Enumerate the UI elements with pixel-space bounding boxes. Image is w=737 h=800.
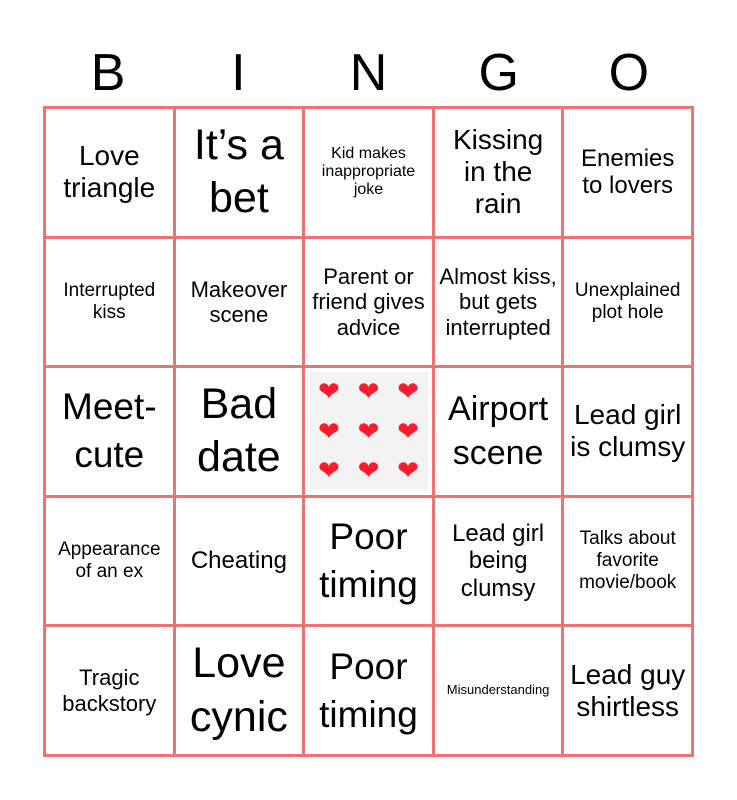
- bingo-cell[interactable]: [564, 627, 691, 754]
- cell-text: It’s a bet: [193, 120, 284, 223]
- header-letter-n: N: [349, 44, 388, 102]
- cell-text: Meet-cute: [62, 386, 157, 476]
- bingo-cell[interactable]: [46, 498, 173, 625]
- free-space-hearts: [309, 372, 428, 490]
- bingo-board: [43, 106, 694, 757]
- heart-icon: ❤: [357, 454, 380, 485]
- heart-icon: ❤: [318, 415, 340, 446]
- bingo-cell[interactable]: [46, 239, 173, 366]
- cell-text: Lead girl being clumsy: [452, 519, 545, 602]
- cell-text: Makeover scene: [190, 276, 288, 327]
- cell-text: Parent or friend gives advice: [312, 263, 425, 340]
- header-letter-i: I: [231, 44, 246, 102]
- bingo-cell[interactable]: [305, 239, 432, 366]
- cell-text: Interrupted kiss: [63, 280, 156, 323]
- heart-icon: ❤: [318, 376, 340, 407]
- heart-icon: ❤: [397, 415, 419, 446]
- free-space-cell[interactable]: [305, 368, 432, 495]
- bingo-cell[interactable]: [564, 368, 691, 495]
- cell-text: Lead girl is clumsy: [570, 399, 686, 463]
- heart-icon: ❤: [397, 376, 419, 407]
- cell-text: Kissing in the rain: [452, 124, 544, 220]
- bingo-cell[interactable]: [435, 627, 562, 754]
- cell-text: Love cynic: [189, 638, 288, 741]
- bingo-cell[interactable]: [564, 109, 691, 236]
- cell-text: Airport scene: [448, 390, 549, 473]
- heart-icon: ❤: [357, 415, 380, 446]
- bingo-cell[interactable]: [564, 239, 691, 366]
- bingo-cell[interactable]: [46, 627, 173, 754]
- cell-text: Appearance of an ex: [58, 539, 161, 583]
- heart-icon: ❤: [397, 454, 419, 485]
- bingo-cell[interactable]: [435, 239, 562, 366]
- bingo-cell[interactable]: [176, 109, 303, 236]
- bingo-cell[interactable]: [176, 239, 303, 366]
- bingo-cell[interactable]: [176, 368, 303, 495]
- bingo-cell[interactable]: [435, 498, 562, 625]
- bingo-cell[interactable]: [305, 627, 432, 754]
- header-letter-b: B: [90, 44, 126, 102]
- cell-text: Love triangle: [63, 140, 156, 204]
- bingo-cell[interactable]: [305, 109, 432, 236]
- bingo-cell[interactable]: [435, 109, 562, 236]
- bingo-cell[interactable]: [176, 498, 303, 625]
- cell-text: Cheating: [190, 547, 287, 575]
- bingo-cell[interactable]: [305, 498, 432, 625]
- bingo-header: [43, 40, 694, 106]
- bingo-cell[interactable]: [564, 498, 691, 625]
- cell-text: Lead guy shirtless: [570, 658, 686, 722]
- bingo-cell[interactable]: [46, 109, 173, 236]
- cell-text: Talks about favorite movie/book: [579, 528, 677, 594]
- cell-text: Almost kiss, but gets interrupted: [439, 263, 557, 340]
- header-letter-g: G: [478, 44, 519, 102]
- heart-icon: ❤: [357, 376, 380, 407]
- cell-text: Unexplained plot hole: [574, 280, 681, 323]
- heart-icon: ❤: [318, 454, 340, 485]
- bingo-cell[interactable]: [435, 368, 562, 495]
- cell-text: Poor timing: [319, 645, 418, 735]
- cell-text: Bad date: [197, 379, 281, 482]
- header-letter-o: O: [608, 44, 650, 102]
- cell-text: Tragic backstory: [62, 665, 157, 716]
- cell-text: Misunderstanding: [446, 682, 550, 698]
- cell-text: Kid makes inappropriate joke: [321, 144, 416, 199]
- cell-text: Enemies to lovers: [581, 144, 675, 200]
- cell-text: Poor timing: [319, 516, 418, 606]
- bingo-cell[interactable]: [46, 368, 173, 495]
- bingo-cell[interactable]: [176, 627, 303, 754]
